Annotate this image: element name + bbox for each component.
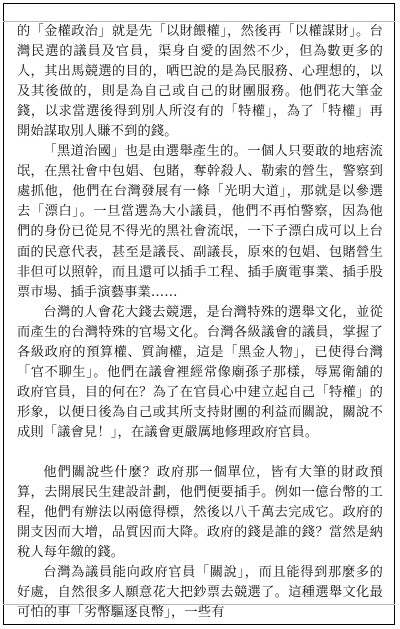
- book-page-text: [17, 22, 383, 623]
- paragraph: 的「金權政治」就是先「以財餵權」，然後再「以權謀財」。台灣民選的議員及官員，渠身自愛的固然不少，但為數更多的人，其出馬競選的目的，哂巴說的是為民服務、心理想的，以及其後做的，則是為自己或自己的財團服務。他們花大筆金錢，以求當選後得到別人所沒有的「特權」，為了「特權」再開始謀取別人賺不到的錢。: [17, 24, 383, 140]
- paragraph: 「黑道治國」也是由選舉產生的。一個人只要敢的地痞流氓，在黑社會中包娼、包賭，奪幹殺人、勒索的營生，警察到處抓他，他們在台灣發展有一條「光明大道」，那就是以參選去「漂白」。一旦當選為大小議員，他們不再怕警察，因為他們的身份已從見不得光的黑社會流氓，一下子漂白成可以上台面的民意代表，甚至是議長、副議長，原來的包娼、包賭營生非但可以照幹，而且還可以插手工程、插手廣電事業、插手股票市場、插手演藝事業……: [17, 144, 383, 300]
- paragraph: 台灣為議員能向政府官員「關說」，而且能得到那麼多的好處，自然很多人願意花大把鈔票去競選了。這種選舉文化最可怕的事「劣幣驅逐良幣」，一些有: [17, 565, 383, 621]
- paragraph: 他們關說些什麼？政府那一個單位，皆有大筆的財政預算，去開展民生建設計劃，他們便要插手。例如一億台幣的工程，他們有辦法以兩億得標，然後以八千萬去完成它。政府的開支因而大增，品質因而大降。政府的錢是誰的錢？當然是納稅人每年繳的錢。: [17, 464, 383, 561]
- paragraph: 台灣的人會花大錢去競選，是台灣特殊的選舉文化，並從而產生的台灣特殊的官場文化。台灣各級議會的議員，掌握了各級政府的預算權、質詢權，這是「黑金人物」，已使得台灣「官不聊生」。他們在議會裡經常像廟孫子那樣，辱罵衛舖的政府官員，目的何在？為了在官員心中建立起自己「特權」的形象，以便日後為自己或其所支持財團的利益而關說，關說不成則「議會見！」，在議會更嚴厲地修理政府官員。: [17, 304, 383, 440]
